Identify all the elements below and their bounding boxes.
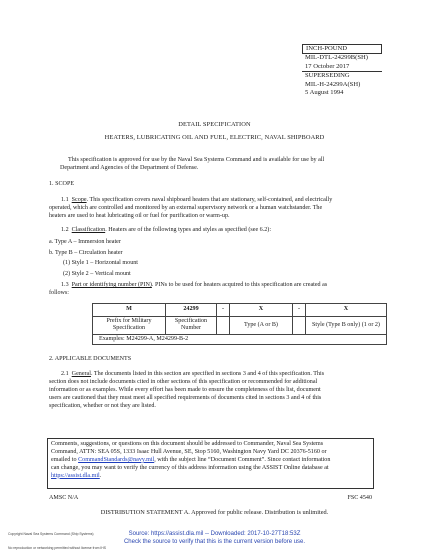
list-item: (1) Style 1 – Horizontal mount: [63, 260, 138, 266]
pin-type-cell: X: [230, 304, 293, 317]
pin-dash-cell: -: [217, 304, 230, 317]
verify-version-line: Check the source to verify that this is the current version before use.: [123, 539, 306, 545]
fsc-label: FSC 4540: [347, 495, 372, 501]
inch-pound-label: INCH-POUND: [302, 44, 382, 54]
copyright-notice: Copyright Naval Sea Systems Command (Ship Systems): [8, 532, 94, 536]
list-item: (2) Style 2 – Vertical mount: [63, 270, 131, 277]
scope-heading: 1. SCOPE: [49, 181, 75, 187]
list-item: b. Type B – Circulation heater: [49, 249, 123, 256]
source-download-line: Source: https://assist.dla.mil -- Downloaded: 2017-10-27T18:53Z: [128, 531, 301, 537]
pin-type-description: Type (A or B): [230, 317, 293, 335]
approval-statement: This specification is approved for use by the Naval Sea Systems Command and is available for use by all Department and Agencies of the Department of Defense.: [60, 157, 325, 171]
superseded-spec-date: 5 August 1994: [305, 89, 344, 97]
amsc-label: AMSC N/A: [49, 495, 79, 501]
classification-subheading: Classification: [71, 227, 106, 233]
pin-table-examples-row: [93, 334, 387, 344]
spec-subject-title: HEATERS, LUBRICATING OIL AND FUEL, ELECTRIC, NAVAL SHIPBOARD: [104, 134, 325, 141]
section-1-3: 1.3 Part or identifying number (PIN). PINs to be used for heaters acquired to this specification are created as follows:: [49, 282, 328, 296]
pin-table-description-row: [93, 317, 387, 335]
spec-type-title: DETAIL SPECIFICATION: [178, 121, 251, 128]
comments-box: Comments, suggestions, or questions on this document should be addressed to Commander, Naval Sea Systems Command, ATTN: SEA 05S, 1333 Isaac Hull Avenue, SE, Stop 5160, Washington Navy Yard DC 20376-5160 or emailed to CommandStandards@navy.mil, with the subject line “Document Comment”. Since contact information can change, you may want to verify the currency of this address information using the ASSIST Online database at https://assist.dla.mil.: [47, 438, 374, 489]
pin-examples: Examples: M24299-A, M24299-B-2: [93, 334, 387, 344]
email-link[interactable]: CommandStandards@navy.mil: [78, 456, 155, 463]
pin-subheading: Part or identifying number (PIN): [71, 282, 152, 288]
list-item: a. Type A – Immersion heater: [49, 239, 121, 245]
distribution-statement: DISTRIBUTION STATEMENT A. Approved for public release. Distribution is unlimited.: [100, 509, 329, 516]
pin-table-header-row: [93, 304, 387, 317]
pin-dash-cell: -: [293, 304, 306, 317]
pin-format-table: [92, 303, 387, 345]
assist-link[interactable]: https://assist.dla.mil: [51, 472, 100, 479]
pin-spec-number-cell: 24299: [166, 304, 217, 317]
section-1-2: 1.2 Classification. Heaters are of the following types and styles as specified (see 6.2):: [61, 227, 272, 233]
document-id-block: [302, 44, 382, 97]
pin-spec-number-description: Specification Number: [166, 317, 217, 335]
section-2-1: 2.1 General. The documents listed in this section are specified in sections 3 and 4 of this specification. This section does not include documents cited in other sections of this specification or recommended for additional information or as examples. While every effort has been made to ensure the completeness of this list, document users are cautioned that they must meet all specified requirements of documents cited in sections 3 and 4 of this specification, whether or not they are listed.: [49, 371, 325, 409]
reproduction-notice: No reproduction or networking permitted without license from IHS: [8, 546, 106, 550]
pin-prefix-description: Prefix for Military Specification: [93, 317, 166, 335]
pin-style-description: Style (Type B only) (1 or 2): [306, 317, 387, 335]
section-1-1: 1.1 Scope. This specification covers naval shipboard heaters that are stationary, self-contained, and electrically operated, which are controlled and monitored by an external supervisory network or a human watchstander. The heaters are used to heat lubricating oil or fuel for purification or warm-up.: [49, 197, 333, 219]
superseded-spec-number: MIL-H-24299A(SH): [305, 80, 361, 88]
scope-subheading: Scope: [71, 197, 87, 203]
superseding-label: SUPERSEDING: [302, 71, 382, 80]
spec-date: 17 October 2017: [305, 62, 350, 70]
classification-list: [49, 237, 138, 279]
pin-prefix-cell: M: [93, 304, 166, 317]
spec-number: MIL-DTL-24299B(SH): [305, 54, 368, 62]
applicable-documents-heading: 2. APPLICABLE DOCUMENTS: [49, 356, 132, 362]
general-subheading: General: [71, 371, 91, 377]
pin-style-cell: X: [306, 304, 387, 317]
